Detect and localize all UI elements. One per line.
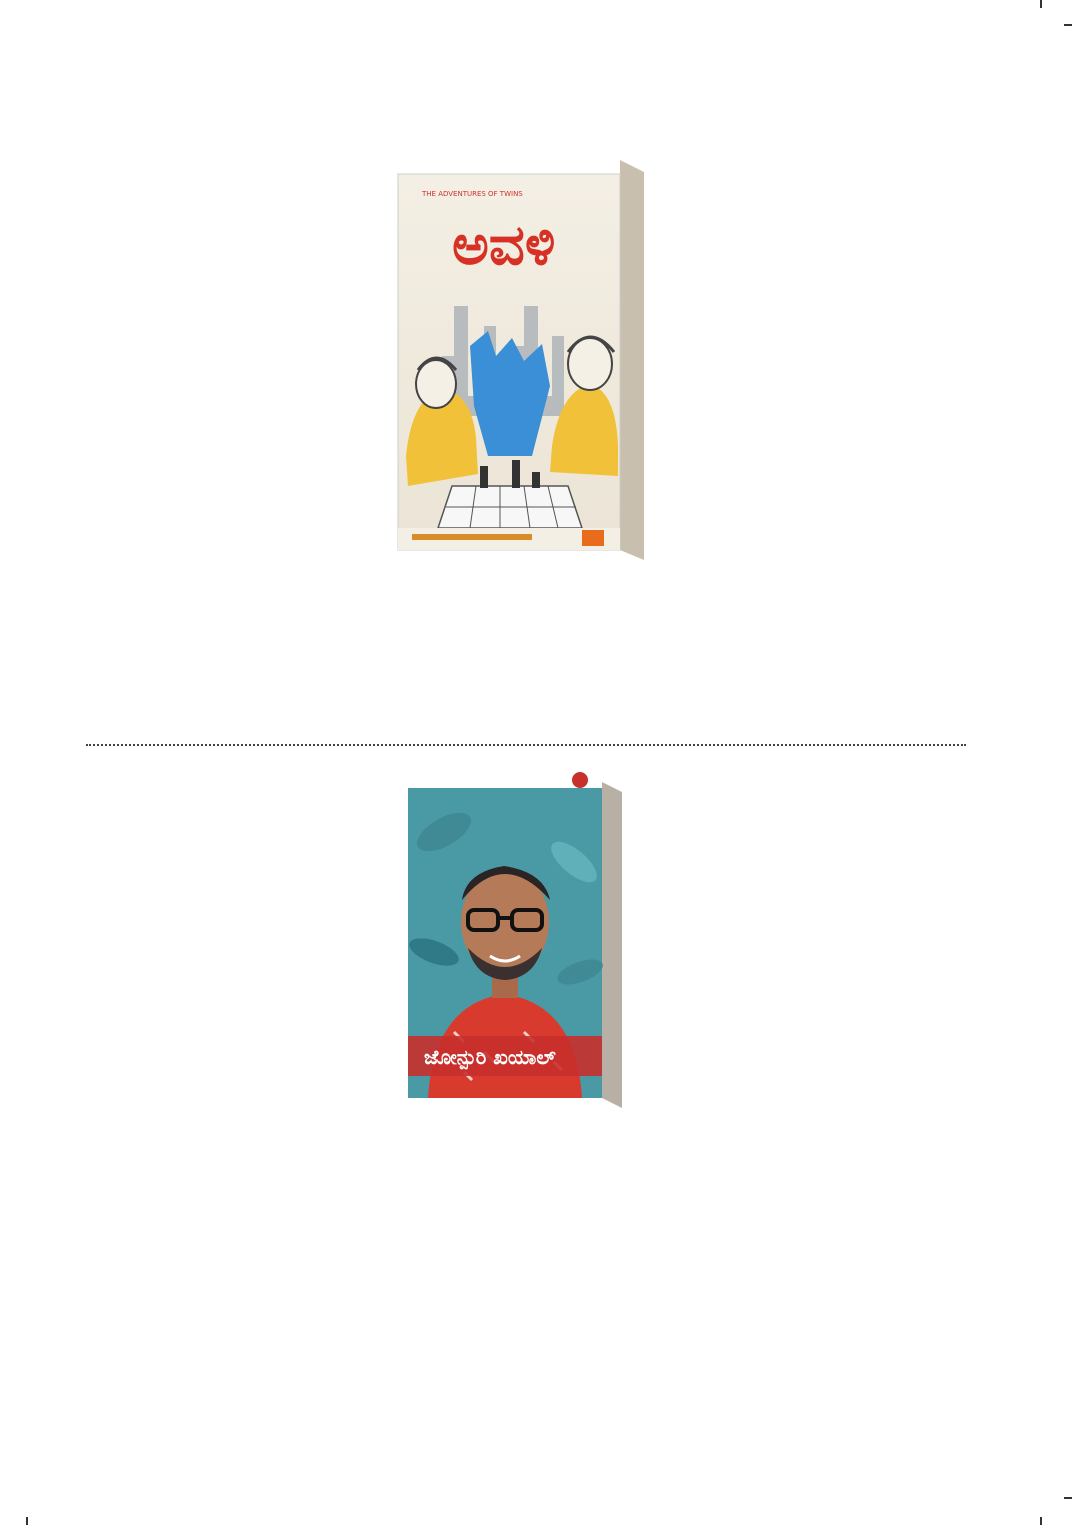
book-cover-illustration: [392, 156, 648, 564]
crop-mark-right-lower: [1064, 1497, 1072, 1499]
article-right-full-text: [542, 1150, 966, 1316]
article-right-column: [646, 773, 966, 1132]
cover-top-text: THE ADVENTURES OF TWINS: [422, 190, 523, 198]
article-full-width-text: [86, 604, 526, 660]
article-left-column: [86, 806, 376, 1137]
crop-mark-bottom-right: [1040, 1517, 1042, 1525]
article-left-column: [86, 194, 358, 577]
book-cover-avali: [392, 156, 648, 564]
cover-title-text: ಅವಳಿ: [452, 212, 556, 278]
book-cover-jonpuri-khayal: [404, 772, 626, 1112]
article-right-column: [656, 162, 966, 662]
article-left-full-text: [86, 1150, 526, 1316]
section-divider: [86, 744, 966, 746]
crop-mark-bottom-left: [26, 1517, 28, 1525]
cover-title-text: ಜೋನ್ಪುರಿ ಖಯಾಲ್: [424, 1045, 556, 1069]
book-cover-illustration: [404, 772, 626, 1112]
crop-mark-right-upper: [1064, 24, 1072, 26]
crop-mark-top-right: [1040, 0, 1042, 8]
